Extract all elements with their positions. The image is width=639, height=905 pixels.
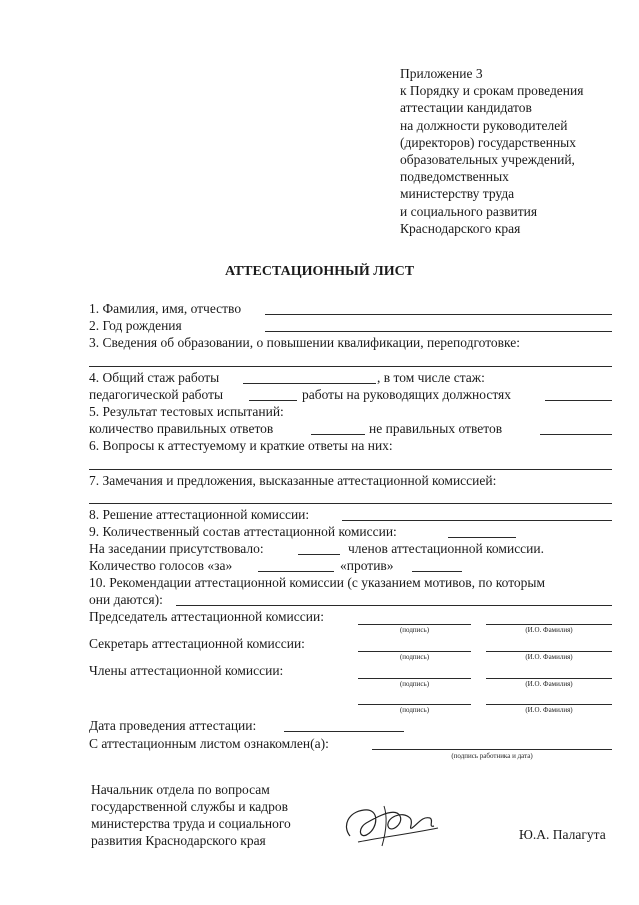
field-commission-size-label: 9. Количественный состав аттестационной комиссии: (89, 524, 397, 539)
chair-signature-caption: (подпись) (399, 626, 430, 634)
questions-line[interactable] (89, 469, 612, 470)
appendix-line: Приложение 3 (400, 66, 483, 81)
secretary-label: Секретарь аттестационной комиссии: (89, 636, 305, 651)
appendix-block (400, 65, 583, 237)
footer-line: развития Краснодарского края (91, 833, 266, 848)
pedagogical-line[interactable] (249, 400, 297, 401)
members-label: Члены аттестационной комиссии: (89, 663, 284, 678)
field-remarks-label: 7. Замечания и предложения, высказанные аттестационной комиссией: (89, 473, 497, 488)
field-test-results-label: 5. Результат тестовых испытаний: (89, 404, 284, 419)
field-leadership-label: работы на руководящих должностях (302, 387, 512, 402)
secretary-signature-caption: (подпись) (399, 653, 430, 661)
footer-line: Начальник отдела по вопросам (91, 782, 270, 797)
leadership-line[interactable] (545, 400, 612, 401)
field-pedagogical-label: педагогической работы (89, 387, 224, 402)
member1-signature-line[interactable] (358, 678, 471, 679)
field-recommendations-label: 10. Рекомендации аттестационной комиссии (с указанием мотивов, по которым (89, 575, 546, 590)
field-birth-year-label: 2. Год рождения (89, 318, 182, 333)
full-name-line[interactable] (265, 314, 612, 315)
member2-signature-caption: (подпись) (399, 706, 430, 714)
field-education-label: 3. Сведения об образовании, о повышении квалификации, переподготовке: (89, 335, 521, 350)
secretary-signature-line[interactable] (358, 651, 471, 652)
secretary-name-caption: (И.О. Фамилия) (525, 653, 573, 661)
present-members-label: членов аттестационной комиссии. (348, 541, 545, 556)
date-line[interactable] (284, 731, 404, 732)
remarks-line[interactable] (89, 503, 612, 504)
field-correct-answers-label: количество правильных ответов (89, 421, 274, 436)
document-title: АТТЕСТАЦИОННЫЙ ЛИСТ (224, 264, 415, 279)
commission-size-line[interactable] (448, 537, 516, 538)
field-recommendations-label-2: они даются): (89, 592, 163, 607)
appendix-line: образовательных учреждений, (400, 152, 575, 168)
votes-against-line[interactable] (412, 571, 462, 572)
chair-name-caption: (И.О. Фамилия) (525, 626, 573, 634)
member2-name-line[interactable] (486, 704, 612, 705)
appendix-line: (директоров) государственных (400, 134, 576, 150)
chair-name-line[interactable] (486, 624, 612, 625)
chair-label: Председатель аттестационной комиссии: (89, 609, 324, 624)
votes-for-label: Количество голосов «за» (89, 558, 233, 573)
member1-signature-caption: (подпись) (399, 680, 430, 688)
date-label: Дата проведения аттестации: (89, 718, 257, 733)
appendix-line: к Порядку и срокам проведения (400, 83, 584, 99)
acknowledgement-label: С аттестационным листом ознакомлен(а): (89, 736, 329, 751)
field-experience-tail: , в том числе стаж: (377, 370, 485, 385)
field-decision-label: 8. Решение аттестационной комиссии: (89, 507, 310, 522)
decision-line[interactable] (342, 520, 612, 521)
education-line[interactable] (89, 366, 612, 367)
present-label: На заседании присутствовало: (89, 541, 264, 556)
member2-signature-line[interactable] (358, 704, 471, 705)
secretary-name-line[interactable] (486, 651, 612, 652)
wrong-answers-line[interactable] (540, 434, 612, 435)
acknowledgement-caption: (подпись работника и дата) (451, 752, 533, 760)
footer-line: министерства труда и социального (91, 816, 291, 831)
votes-against-label: «против» (340, 558, 394, 573)
appendix-line: подведомственных (400, 169, 509, 185)
signatory-name: Ю.А. Палагута (519, 827, 606, 842)
field-questions-label: 6. Вопросы к аттестуемому и краткие ответы на них: (89, 438, 393, 453)
footer-signatory-title (91, 781, 291, 849)
experience-line[interactable] (243, 383, 376, 384)
member2-name-caption: (И.О. Фамилия) (525, 706, 573, 714)
field-wrong-answers-label: не правильных ответов (369, 421, 503, 436)
handwritten-signature (338, 788, 448, 858)
appendix-line: аттестации кандидатов (400, 100, 532, 116)
correct-answers-line[interactable] (311, 434, 365, 435)
field-experience-label: 4. Общий стаж работы (89, 370, 220, 385)
field-full-name-label: 1. Фамилия, имя, отчество (89, 301, 242, 316)
appendix-line: Краснодарского края (400, 220, 521, 236)
birth-year-line[interactable] (265, 331, 612, 332)
acknowledgement-line[interactable] (372, 749, 612, 750)
appendix-line: и социального развития (400, 203, 538, 219)
recommendations-line[interactable] (176, 605, 612, 606)
votes-for-line[interactable] (258, 571, 334, 572)
chair-signature-line[interactable] (358, 624, 471, 625)
present-count-line[interactable] (298, 554, 340, 555)
member1-name-caption: (И.О. Фамилия) (525, 680, 573, 688)
appendix-line: на должности руководителей (400, 117, 568, 133)
member1-name-line[interactable] (486, 678, 612, 679)
footer-line: государственной службы и кадров (91, 799, 289, 814)
appendix-line: министерству труда (400, 186, 515, 202)
